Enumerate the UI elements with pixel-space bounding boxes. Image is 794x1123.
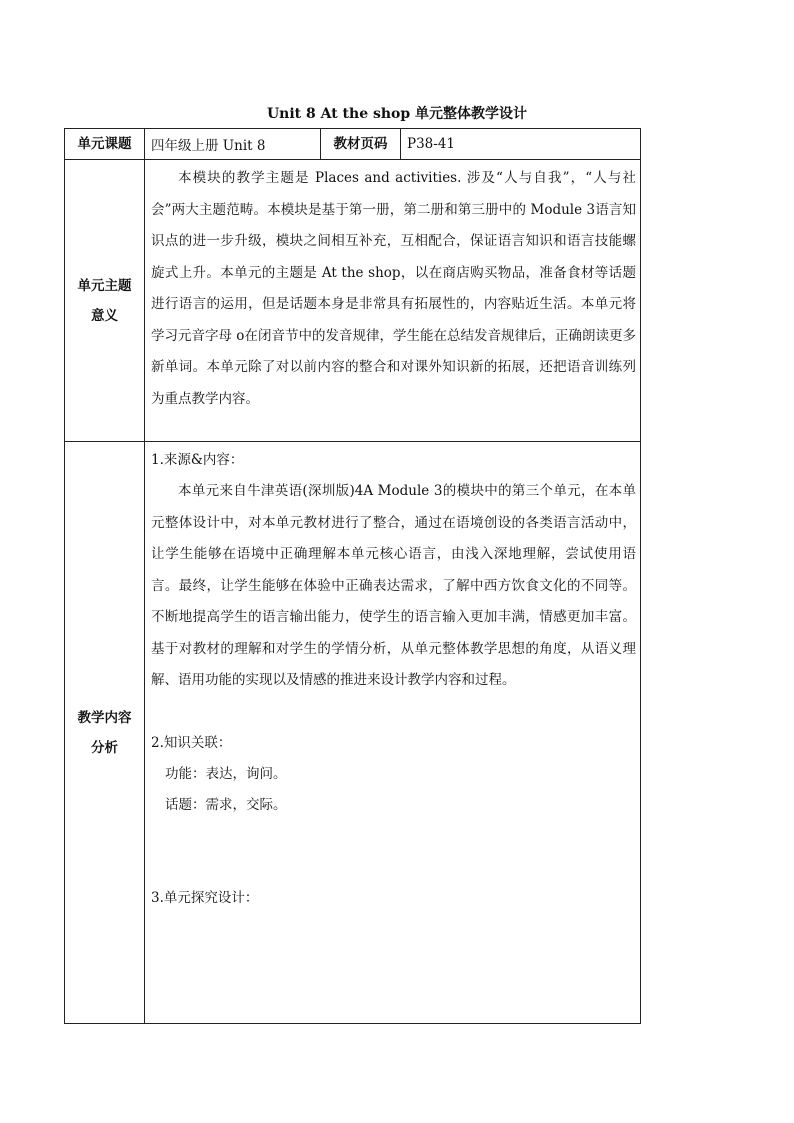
meaning-content bbox=[145, 160, 641, 442]
unit-topic-label: 单元课题 bbox=[65, 129, 145, 160]
analysis-content bbox=[145, 442, 641, 1024]
knowledge-function: 功能：表达，询问。 bbox=[165, 765, 287, 782]
inquiry-heading: 3.单元探究设计： bbox=[151, 889, 259, 906]
design-table bbox=[64, 128, 641, 1024]
meaning-label-line1: 单元主题 bbox=[77, 277, 132, 294]
pages-value: P38-41 bbox=[401, 129, 641, 160]
meaning-label bbox=[65, 160, 145, 442]
analysis-label-line2: 分析 bbox=[91, 739, 118, 756]
knowledge-heading: 2.知识关联： bbox=[151, 734, 232, 751]
knowledge-topic: 话题：需求，交际。 bbox=[165, 796, 287, 813]
meaning-label-line2: 意义 bbox=[91, 307, 118, 324]
pages-label: 教材页码 bbox=[321, 129, 401, 160]
meaning-text: 本模块的教学主题是 Places and activities. 涉及“人与自我”，“人与社会”两大主题范畴。本模块是基于第一册，第二册和第三册中的 Module 3语言知识点的进一步升级，模块之间相互补充，互相配合，保证语言知识和语言技能螺旋式上升。本单元的主题是 At the shop，以在商店购买物品，准备食材等话题进行语言的运用，但是话题本身是非常具有拓展性的，内容贴近生活。本单元将学习元音字母 o在闭音节中的发音规律，学生能在总结发音规律后，正确朗读更多新单词。本单元除了对以前内容的整合和对课外知识新的拓展，还把语音训练列为重点教学内容。 bbox=[151, 170, 636, 407]
source-text: 本单元来自牛津英语(深圳版)4A Module 3的模块中的第三个单元，在本单元整体设计中，对本单元教材进行了整合，通过在语境创设的各类语言活动中，让学生能够在语境中正确理解本单元核心语言，由浅入深地理解，尝试使用语言。最终，让学生能够在体验中正确表达需求，了解中西方饮食文化的不同等。不断地提高学生的语言输出能力，使学生的语言输入更加丰满，情感更加丰富。基于对教材的理解和对学生的学情分析，从单元整体教学思想的角度，从语义理解、语用功能的实现以及情感的推进来设计教学内容和过程。 bbox=[151, 483, 636, 688]
analysis-label bbox=[65, 442, 145, 1024]
meaning-row bbox=[65, 160, 641, 442]
analysis-row bbox=[65, 442, 641, 1024]
unit-topic-value: 四年级上册 Unit 8 bbox=[145, 129, 321, 160]
analysis-label-line1: 教学内容 bbox=[77, 709, 132, 726]
topic-row bbox=[65, 129, 641, 160]
source-heading: 1.来源&内容： bbox=[151, 452, 244, 468]
page-title: Unit 8 At the shop 单元整体教学设计 bbox=[266, 106, 528, 122]
